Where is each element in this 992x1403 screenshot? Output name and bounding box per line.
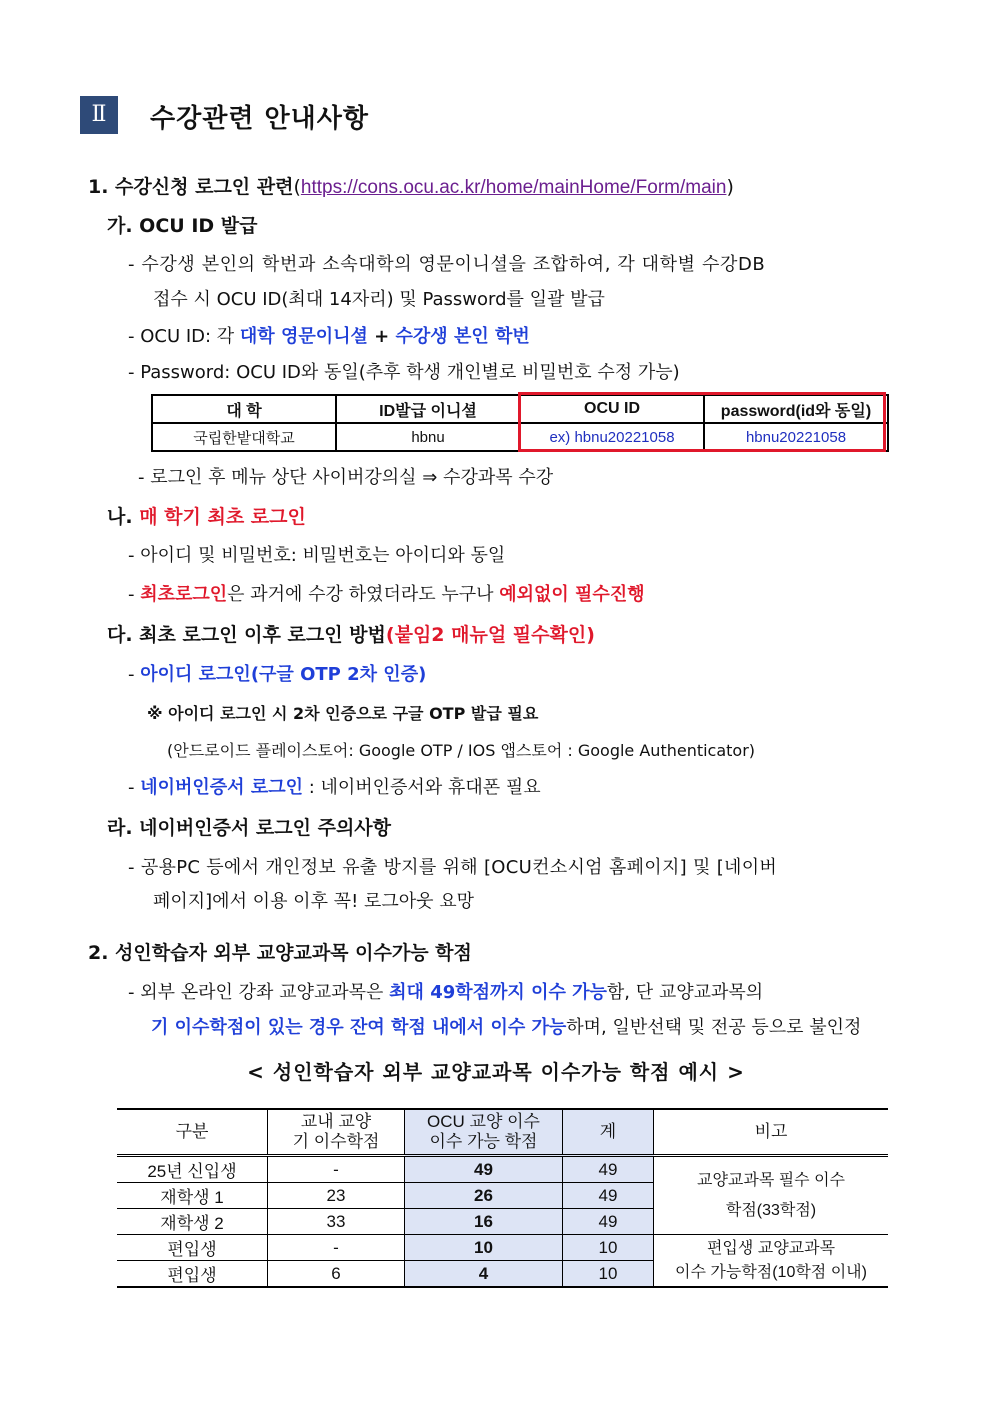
id-table-cell: hbnu	[336, 423, 520, 451]
credits-header: 비고	[654, 1109, 889, 1156]
id-table-cell: hbnu20221058	[704, 423, 888, 451]
na-line1: - 아이디 및 비밀번호: 비밀번호는 아이디와 동일	[128, 545, 506, 566]
s2-line2: 기 이수학점이 있는 경우 잔여 학점 내에서 이수 가능하며, 일반선택 및 전공 등으로 불인정	[151, 1017, 862, 1038]
heading-2: 2. 성인학습자 외부 교양교과목 이수가능 학점	[88, 942, 472, 964]
section-title: 수강관련 안내사항	[150, 104, 369, 134]
da-note2: (안드로이드 플레이스토어: Google OTP / IOS 앱스토어 : Google Authenticator)	[167, 741, 756, 760]
after-table-line: - 로그인 후 메뉴 상단 사이버강의실 ⇒ 수강과목 수강	[138, 467, 554, 488]
ga-line3: - OCU ID: 각 대학 영문이니셜 + 수강생 본인 학번	[128, 326, 530, 347]
id-table-header: password(id와 동일)	[704, 395, 888, 423]
credits-cell: 10	[405, 1235, 563, 1261]
ga-line4: - Password: OCU ID와 동일(추후 학생 개인별로 비밀번호 수정 가능)	[128, 362, 680, 383]
highlight-box	[518, 392, 886, 452]
credits-table	[117, 1108, 888, 1288]
credits-cell: -	[268, 1156, 405, 1183]
na-line2: - 최초로그인은 과거에 수강 하였더라도 누구나 예외없이 필수진행	[128, 584, 645, 605]
ra-line1: - 공용PC 등에서 개인정보 유출 방지를 위해 [OCU컨소시엄 홈페이지] 및 [네이버	[128, 857, 778, 878]
s2-line1: - 외부 온라인 강좌 교양교과목은 최대 49학점까지 이수 가능함, 단 교양교과목의	[128, 982, 764, 1003]
credits-cell: 10	[563, 1235, 654, 1261]
heading-1: 1. 수강신청 로그인 관련(https://cons.ocu.ac.kr/home/mainHome/Form/main)	[88, 176, 734, 198]
id-table-cell: 국립한밭대학교	[152, 423, 336, 451]
id-table-header: OCU ID	[520, 395, 704, 423]
credits-header: 구분	[117, 1109, 268, 1156]
da-note1: ※ 아이디 로그인 시 2차 인증으로 구글 OTP 발급 필요	[147, 704, 539, 723]
credits-cell: -	[268, 1235, 405, 1261]
credits-cell: 재학생 2	[117, 1209, 268, 1235]
heading-ra: 라. 네이버인증서 로그인 주의사항	[107, 817, 392, 839]
credits-cell: 16	[405, 1209, 563, 1235]
credits-cell: 10	[563, 1261, 654, 1288]
credits-cell: 편입생	[117, 1235, 268, 1261]
credits-cell: 25년 신입생	[117, 1156, 268, 1183]
da-line1: - 아이디 로그인(구글 OTP 2차 인증)	[128, 664, 427, 685]
ra-line2: 페이지]에서 이용 이후 꼭! 로그아웃 요망	[153, 891, 475, 912]
heading-na: 나. 매 학기 최초 로그인	[107, 506, 306, 528]
credits-cell: 49	[563, 1156, 654, 1183]
credits-cell: 4	[405, 1261, 563, 1288]
id-table-header: 대 학	[152, 395, 336, 423]
credits-cell: 재학생 1	[117, 1183, 268, 1209]
ga-line1: - 수강생 본인의 학번과 소속대학의 영문이니셜을 조합하여, 각 대학별 수강DB	[128, 254, 766, 275]
id-table-cell: ex) hbnu20221058	[520, 423, 704, 451]
credits-cell: 49	[405, 1156, 563, 1183]
login-url-link[interactable]: https://cons.ocu.ac.kr/home/mainHome/Form/main	[300, 177, 727, 198]
credits-header: 계	[563, 1109, 654, 1156]
credits-header: OCU 교양 이수 이수 가능 학점	[405, 1109, 563, 1156]
id-table-header: ID발급 이니셜	[336, 395, 520, 423]
credits-cell: 33	[268, 1209, 405, 1235]
heading-ga: 가. OCU ID 발급	[107, 215, 258, 237]
heading-da: 다. 최초 로그인 이후 로그인 방법(붙임2 매뉴얼 필수확인)	[107, 624, 595, 646]
credits-cell: 6	[268, 1261, 405, 1288]
credits-cell: 편입생	[117, 1261, 268, 1288]
da-line2: - 네이버인증서 로그인 : 네이버인증서와 휴대폰 필요	[128, 777, 541, 798]
section-badge: Ⅱ	[80, 96, 118, 134]
credits-cell: 23	[268, 1183, 405, 1209]
credits-cell: 26	[405, 1183, 563, 1209]
credits-cell: 49	[563, 1209, 654, 1235]
credits-note: 교양교과목 필수 이수 학점(33학점)	[654, 1156, 889, 1235]
credits-header: 교내 교양 기 이수학점	[268, 1109, 405, 1156]
credits-cell: 49	[563, 1183, 654, 1209]
table-title: < 성인학습자 외부 교양교과목 이수가능 학점 예시 >	[247, 1060, 745, 1084]
credits-note: 편입생 교양교과목 이수 가능학점(10학점 이내)	[654, 1235, 889, 1288]
ga-line2: 접수 시 OCU ID(최대 14자리) 및 Password를 일괄 발급	[153, 289, 605, 310]
